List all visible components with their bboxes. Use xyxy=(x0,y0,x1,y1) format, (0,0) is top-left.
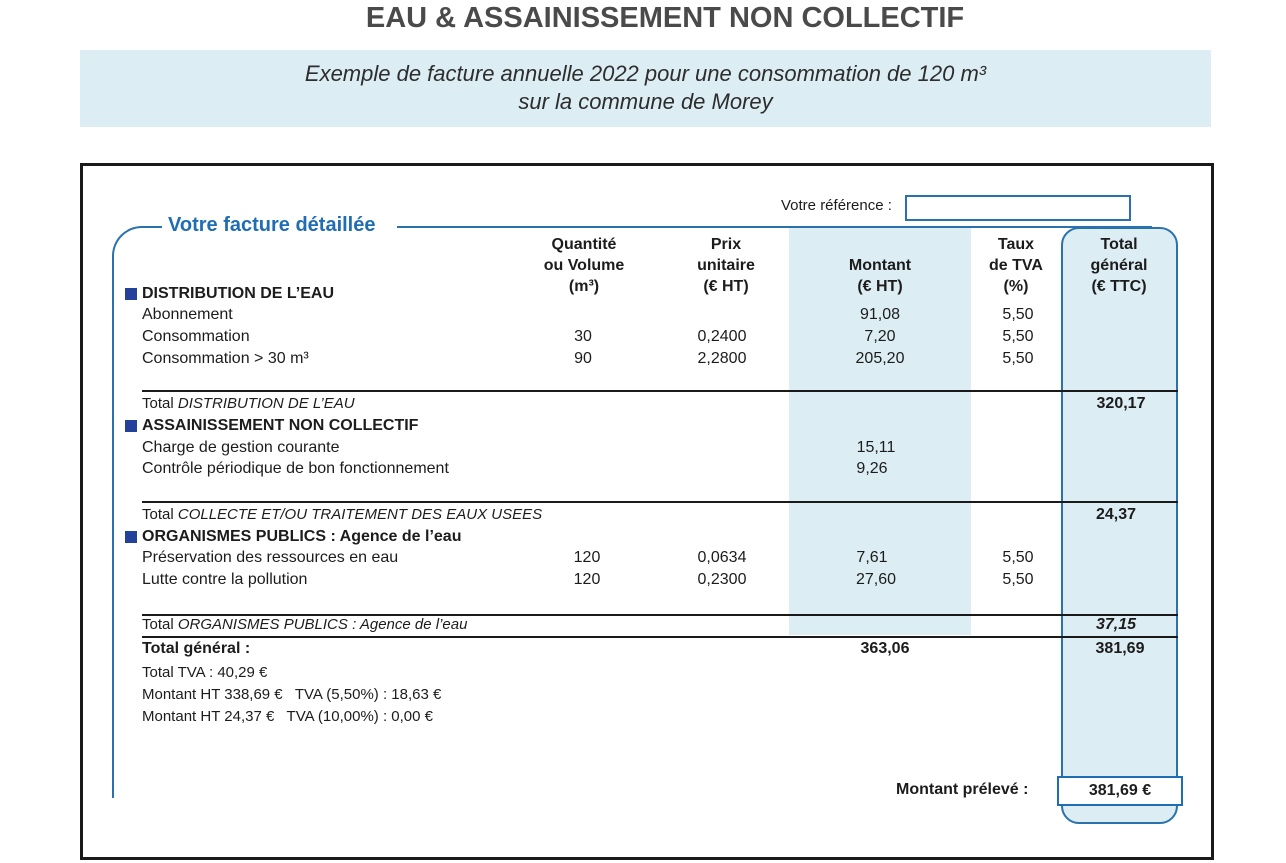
section-marker-icon xyxy=(125,420,137,432)
section-total-label xyxy=(142,395,355,412)
row-quantity: 30 xyxy=(574,328,592,345)
header-vat-rate-line-2: de TVA xyxy=(989,257,1043,274)
section-total-label xyxy=(142,616,467,633)
bracket-top-line xyxy=(397,226,1152,228)
vat-summary-line: Montant HT 338,69 € TVA (5,50%) : 18,63 € xyxy=(142,686,442,703)
header-total-line-2: général xyxy=(1090,257,1148,274)
grand-total-label: Total général : xyxy=(142,640,251,657)
row-amount: 15,11 xyxy=(856,439,896,456)
row-quantity: 90 xyxy=(574,350,592,367)
row-label: Lutte contre la pollution xyxy=(142,571,308,588)
row-quantity: 120 xyxy=(573,571,601,588)
header-vat-rate-line-1: Taux xyxy=(997,236,1035,253)
total-divider xyxy=(142,390,1178,392)
total-section-name: DISTRIBUTION DE L’EAU xyxy=(177,395,355,412)
total-prefix: Total xyxy=(142,616,174,633)
row-unit-price: 0,0634 xyxy=(697,549,747,566)
section-total-label xyxy=(142,506,542,523)
row-amount: 9,26 xyxy=(856,460,888,477)
header-unit-price xyxy=(676,234,776,297)
header-unit-price-line-1: Prix xyxy=(710,236,742,253)
row-unit-price: 2,2800 xyxy=(697,350,747,367)
row-amount: 27,60 xyxy=(855,571,897,588)
total-prefix: Total xyxy=(142,395,174,412)
section-total-value: 37,15 xyxy=(1095,616,1137,633)
header-amount xyxy=(830,255,930,297)
total-divider xyxy=(142,501,1178,503)
grand-total-amount-ht: 363,06 xyxy=(860,640,910,657)
row-amount: 7,61 xyxy=(856,549,888,566)
header-unit-price-line-2: unitaire xyxy=(697,257,755,274)
row-label: Contrôle périodique de bon fonctionnement xyxy=(142,460,449,477)
row-label: Consommation xyxy=(142,328,250,345)
header-total-line-1: Total xyxy=(1100,236,1138,253)
header-vat-rate xyxy=(966,234,1066,297)
header-total-line-3: (€ TTC) xyxy=(1091,278,1147,295)
subtitle-banner xyxy=(80,50,1211,127)
row-unit-price: 0,2400 xyxy=(697,328,747,345)
header-unit-price-line-3: (€ HT) xyxy=(703,278,749,295)
row-amount: 7,20 xyxy=(864,328,896,345)
row-label: Préservation des ressources en eau xyxy=(142,549,399,566)
total-prefix: Total xyxy=(142,506,174,523)
row-unit-price: 0,2300 xyxy=(697,571,747,588)
row-label: Consommation > 30 m³ xyxy=(142,350,309,367)
header-quantity xyxy=(534,234,634,297)
header-quantity-line-3: (m³) xyxy=(568,278,600,295)
row-vat: 5,50 xyxy=(1002,571,1034,588)
section-marker-icon xyxy=(125,531,137,543)
subtitle-line-2: sur la commune de Morey xyxy=(518,89,773,114)
reference-field[interactable] xyxy=(905,195,1131,221)
section-sanitation-title: ASSAINISSEMENT NON COLLECTIF xyxy=(142,417,419,434)
grand-total-amount-ttc: 381,69 xyxy=(1095,640,1145,657)
section-marker-icon xyxy=(125,288,137,300)
debited-amount-value: 381,69 € xyxy=(1057,776,1183,806)
reference-label: Votre référence : xyxy=(781,197,892,214)
row-label: Abonnement xyxy=(142,306,233,323)
row-amount: 205,20 xyxy=(855,350,905,367)
section-total-value: 24,37 xyxy=(1095,506,1137,523)
header-vat-rate-line-3: (%) xyxy=(1003,278,1029,295)
row-vat: 5,50 xyxy=(1002,328,1034,345)
total-section-name: COLLECTE ET/OU TRAITEMENT DES EAUX USEES xyxy=(177,506,543,523)
row-quantity: 120 xyxy=(573,549,601,566)
row-vat: 5,50 xyxy=(1002,306,1034,323)
total-section-name: ORGANISMES PUBLICS : Agence de l’eau xyxy=(177,616,468,633)
section-distribution-title: DISTRIBUTION DE L’EAU xyxy=(142,285,335,302)
bracket-left-line xyxy=(112,262,114,798)
page-title: EAU & ASSAINISSEMENT NON COLLECTIF xyxy=(365,2,965,34)
header-amount-line-2: (€ HT) xyxy=(857,278,903,295)
header-quantity-line-2: ou Volume xyxy=(543,257,625,274)
row-vat: 5,50 xyxy=(1002,549,1034,566)
subtitle-line-1: Exemple de facture annuelle 2022 pour une consommation de 120 m³ xyxy=(304,61,987,86)
row-amount: 91,08 xyxy=(859,306,901,323)
section-title: Votre facture détaillée xyxy=(168,214,376,236)
vat-summary-line: Total TVA : 40,29 € xyxy=(142,664,268,681)
row-vat: 5,50 xyxy=(1002,350,1034,367)
header-quantity-line-1: Quantité xyxy=(551,236,617,253)
row-label: Charge de gestion courante xyxy=(142,439,340,456)
header-amount-line-1: Montant xyxy=(848,257,912,274)
section-public-bodies-title: ORGANISMES PUBLICS : Agence de l’eau xyxy=(142,528,462,545)
debited-amount-label: Montant prélevé : xyxy=(896,781,1029,798)
section-total-value: 320,17 xyxy=(1096,395,1146,412)
vat-summary-line: Montant HT 24,37 € TVA (10,00%) : 0,00 € xyxy=(142,708,434,725)
total-column-band xyxy=(1061,227,1178,824)
grand-total-divider xyxy=(142,636,1178,638)
header-total xyxy=(1069,234,1169,297)
